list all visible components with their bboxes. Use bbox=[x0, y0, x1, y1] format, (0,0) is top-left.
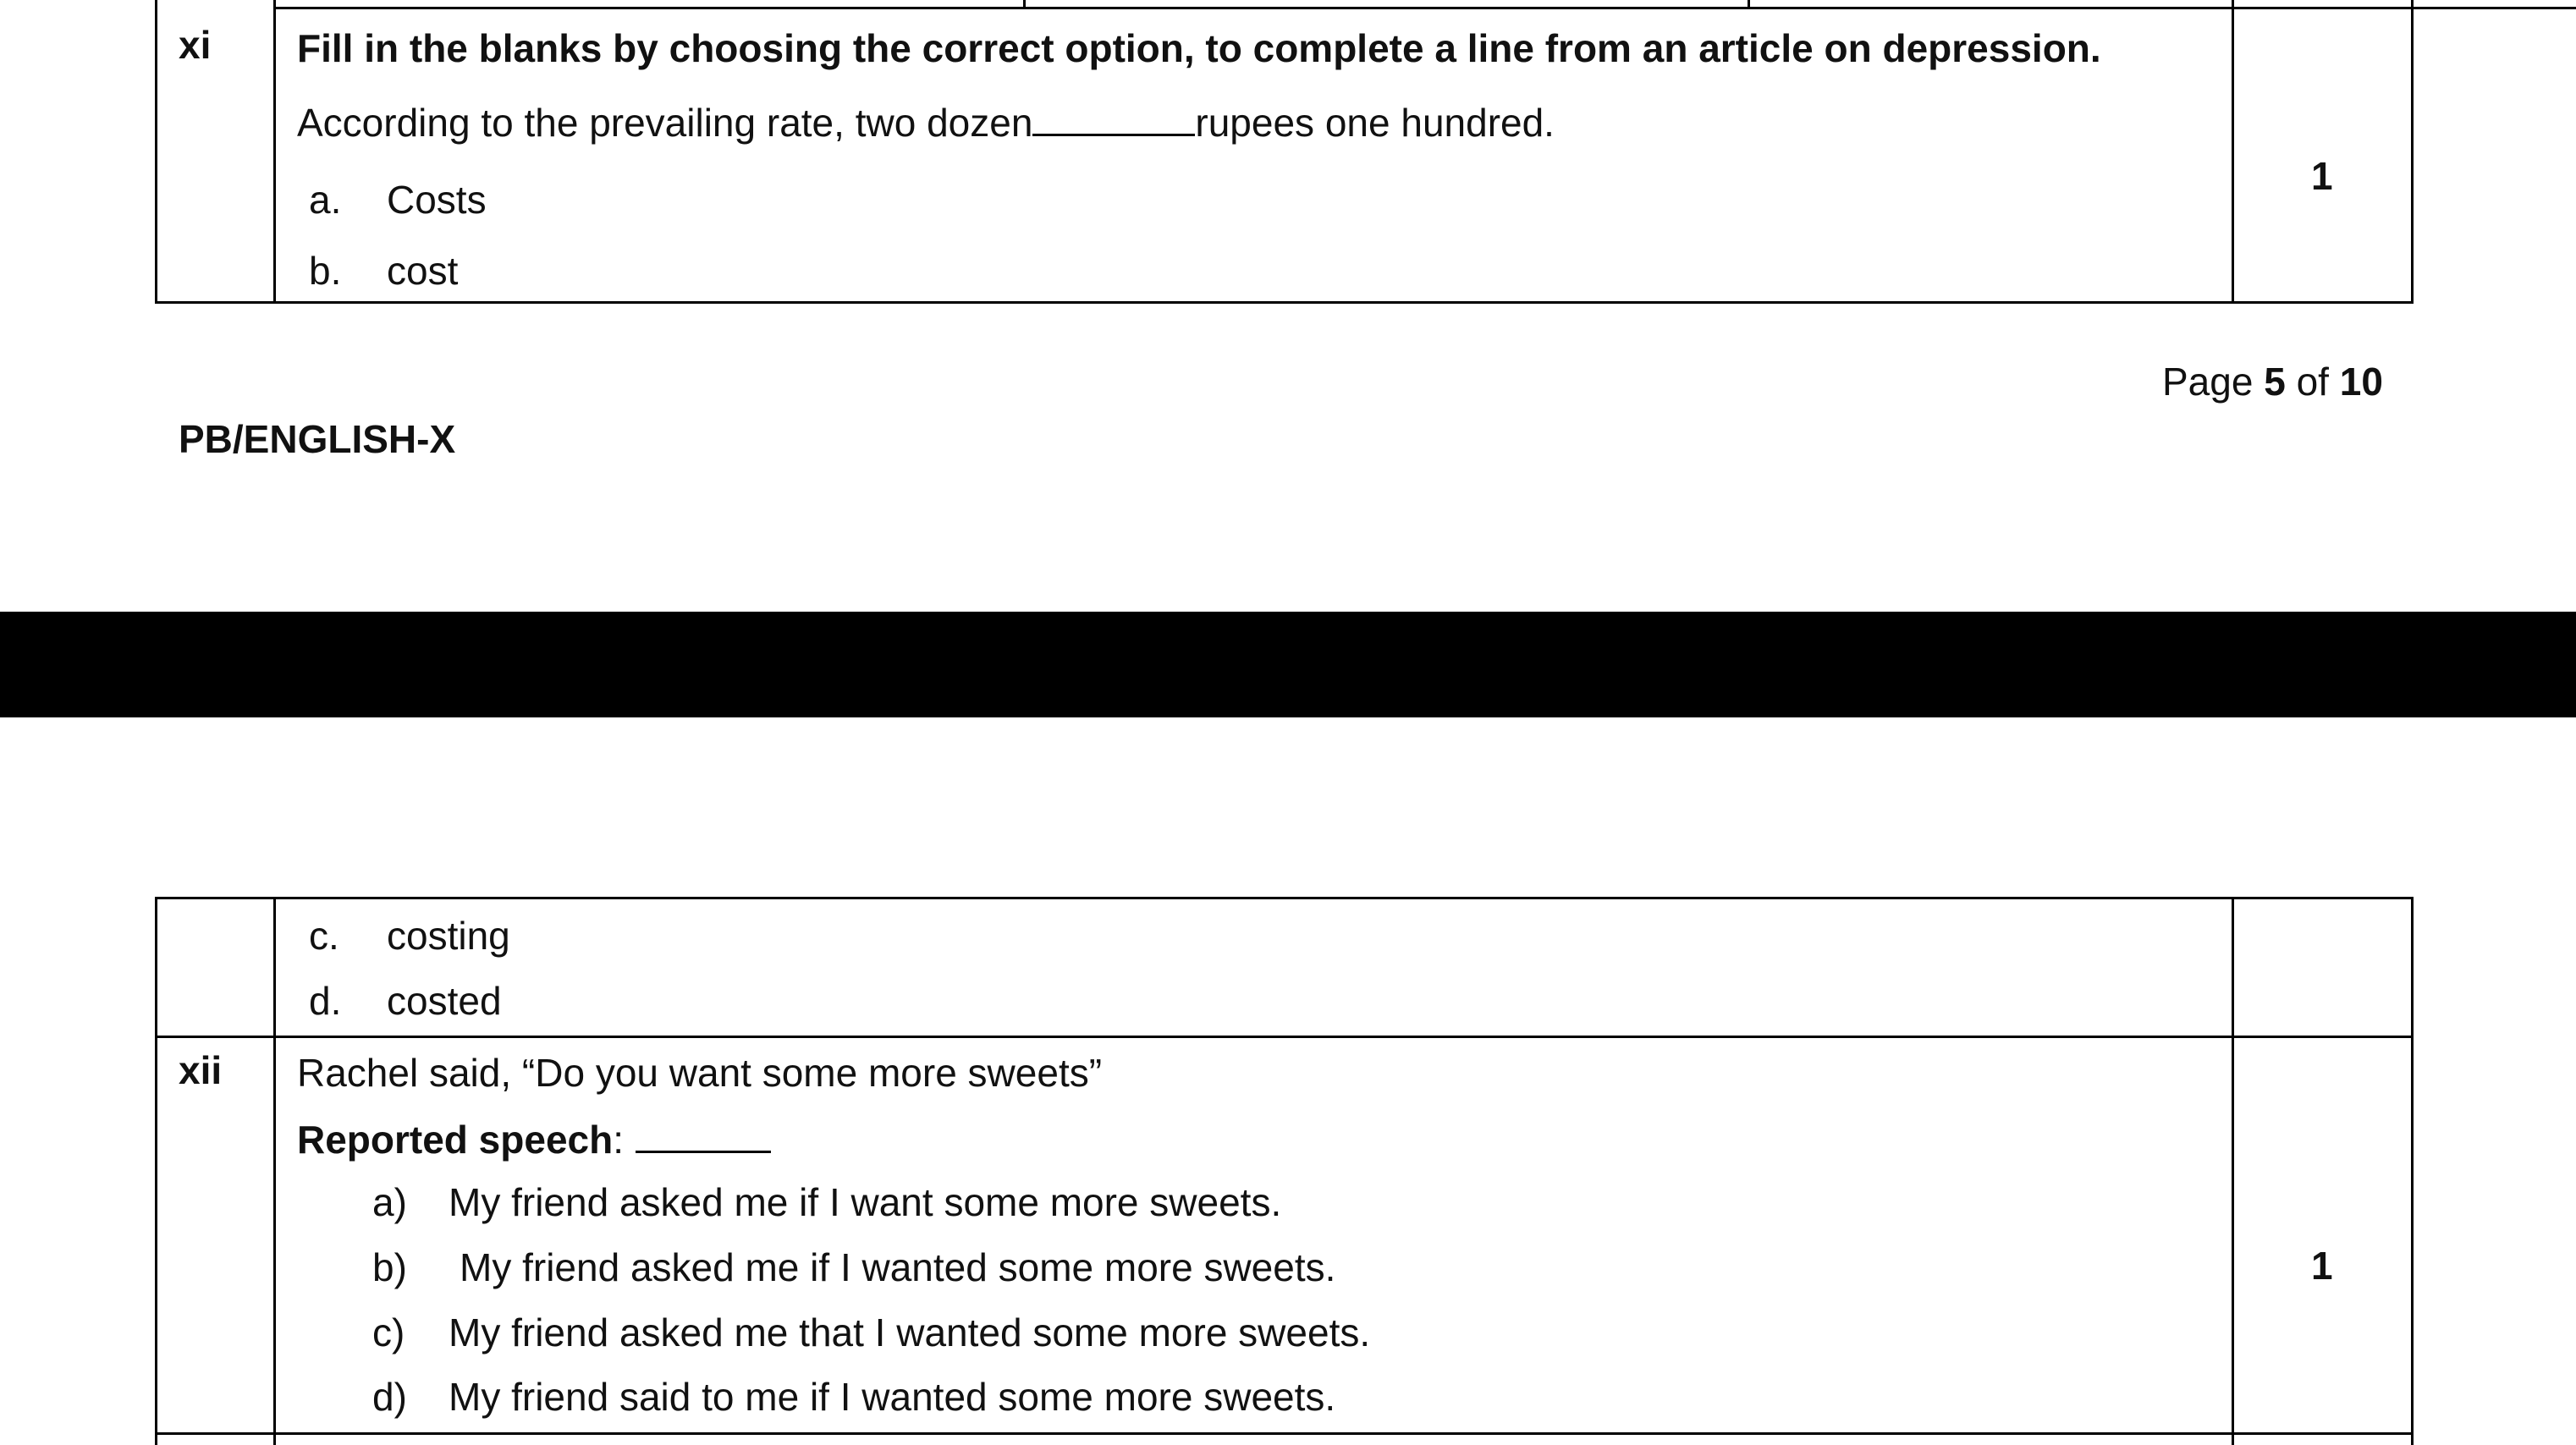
table-left-border bbox=[155, 897, 157, 1445]
option-text: My friend asked me if I wanted some more sweets. bbox=[460, 1245, 1336, 1289]
table-right-border bbox=[2411, 0, 2414, 304]
question-sentence bbox=[297, 101, 1555, 145]
page-of: of bbox=[2285, 360, 2340, 404]
option-text: My friend asked me if I want some more sweets. bbox=[449, 1180, 1282, 1224]
option-text: cost bbox=[387, 249, 459, 293]
table-right-border bbox=[2411, 897, 2414, 1445]
question-number: xii bbox=[179, 1048, 223, 1092]
option-letter: b. bbox=[309, 249, 342, 293]
sentence-before-blank: According to the prevailing rate, two dozen bbox=[297, 101, 1033, 145]
page-current: 5 bbox=[2264, 360, 2286, 404]
page-prefix: Page bbox=[2162, 360, 2265, 404]
table-divider bbox=[1023, 0, 1026, 8]
table-divider bbox=[1748, 0, 1750, 8]
table-left-border bbox=[155, 0, 157, 304]
option-letter: b) bbox=[372, 1245, 407, 1289]
answer-blank bbox=[1032, 102, 1195, 136]
option-text: My friend said to me if I wanted some more sweets. bbox=[449, 1375, 1336, 1419]
option-text: My friend asked me that I wanted some more sweets. bbox=[449, 1310, 1371, 1354]
sentence-after-blank: rupees one hundred. bbox=[1195, 101, 1555, 145]
table-bottom-border bbox=[155, 301, 2414, 304]
option-letter: d. bbox=[309, 979, 342, 1023]
question-number: xi bbox=[179, 23, 212, 67]
page-number bbox=[2162, 360, 2383, 404]
page-separator bbox=[0, 612, 2576, 717]
table-column-divider bbox=[273, 0, 276, 304]
option-letter: c. bbox=[309, 914, 339, 958]
table-column-divider bbox=[2232, 897, 2234, 1445]
table-row-divider bbox=[155, 1036, 2414, 1038]
table-row-divider bbox=[155, 1432, 2414, 1435]
answer-blank bbox=[636, 1118, 771, 1153]
reported-speech-colon: : bbox=[613, 1118, 624, 1162]
option-letter: d) bbox=[372, 1375, 407, 1419]
reported-speech-label: Reported speech bbox=[297, 1118, 614, 1162]
document-code: PB/ENGLISH-X bbox=[179, 417, 456, 461]
table-column-divider bbox=[273, 897, 276, 1445]
table-column-divider bbox=[2232, 0, 2234, 304]
option-text: costed bbox=[387, 979, 502, 1023]
page-total: 10 bbox=[2339, 360, 2383, 404]
question-quote: Rachel said, “Do you want some more sweets” bbox=[297, 1051, 1103, 1095]
marks-value: 1 bbox=[2311, 1244, 2333, 1288]
option-letter: c) bbox=[372, 1310, 405, 1354]
marks-value: 1 bbox=[2311, 154, 2333, 198]
question-instruction: Fill in the blanks by choosing the correct option, to complete a line from an article on depression. bbox=[297, 26, 2101, 70]
option-letter: a. bbox=[309, 178, 342, 222]
reported-speech-prompt bbox=[297, 1118, 771, 1162]
option-text: costing bbox=[387, 914, 510, 958]
table-top-border bbox=[155, 897, 2414, 899]
option-text: Costs bbox=[387, 178, 487, 222]
option-letter: a) bbox=[372, 1180, 407, 1224]
